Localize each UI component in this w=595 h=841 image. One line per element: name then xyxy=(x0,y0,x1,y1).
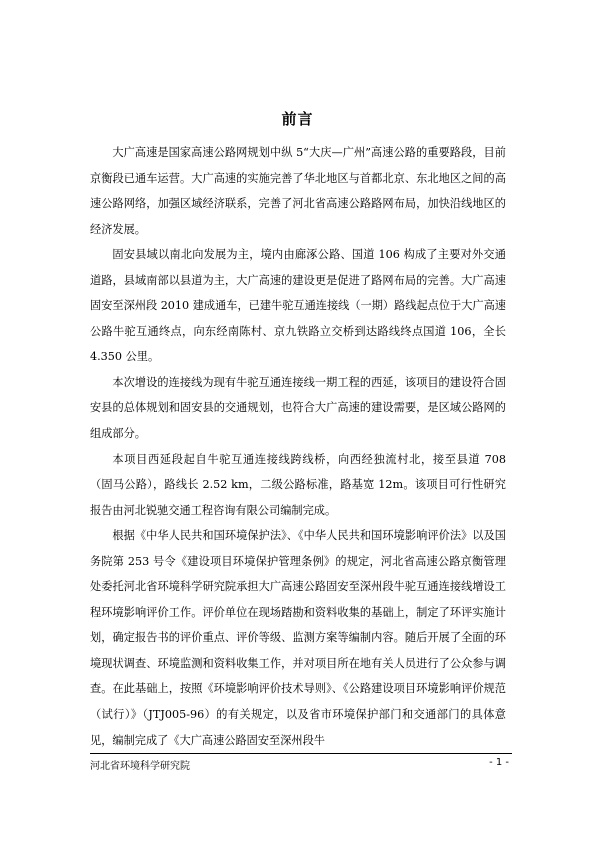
page-title: 前言 xyxy=(281,110,314,128)
paragraph: 大广高速是国家高速公路网规划中纵 5“大庆—广州”高速公路的重要路段，目前京衡段已通车运营。大广高速的实施完善了华北地区与首都北京、东北地区之间的高速公路网络，加强区域经济联系，完善了河北省高速公路路网布局，加快沿线地区的经济发展。 xyxy=(90,146,506,236)
paragraph: 本项目西延段起自牛驼互通连接线跨线桥，向西经独流村北，接至县道 708（固马公路），路线长 2.52 km，二级公路标准，路基宽 12m。该项目可行性研究报告由河北锐驰交通工程咨询有限公司编制完成。 xyxy=(90,452,506,517)
footer-page-number: - 1 - xyxy=(489,757,509,768)
paragraph: 固安县域以南北向发展为主，境内由廊涿公路、国道 106 构成了主要对外交通道路，县域南部以县道为主，大广高速的建设更是促进了路网布局的完善。大广高速固安至深州段 2010 建成通车，已建牛驼互通连接线（一期）路线起点位于大广高速公路牛驼互通终点，向东经南陈村、京九铁路立交桥到达路线终点国道 106，全长 4.350 公里。 xyxy=(90,248,506,364)
body-text xyxy=(90,140,506,753)
footer-divider xyxy=(90,753,512,754)
paragraph: 本次增设的连接线为现有牛驼互通连接线一期工程的西延，该项目的建设符合固安县的总体规划和固安县的交通规划，也符合大广高速的建设需要，是区域公路网的组成部分。 xyxy=(90,375,506,441)
paragraph: 根据《中华人民共和国环境保护法》、《中华人民共和国环境影响评价法》以及国务院第 253 号令《建设项目环境保护管理条例》的规定，河北省高速公路京衡管理处委托河北省环境科学研究院承担大广高速公路固安至深州段牛驼互通连接线增设工程环境影响评价工作。评价单位在现场踏勘和资料收集的基础上，制定了环评实施计划，确定报告书的评价重点、评价等级、监测方案等编制内容。随后开展了全面的环境现状调查、环境监测和资料收集工作，并对项目所在地有关人员进行了公众参与调查。在此基础上，按照《环境影响评价技术导则》、《公路建设项目环境影响评价规范（试行）》（JTJ005-96）的有关规定，以及省市环境保护部门和交通部门的具体意见，编制完成了《大广高速公路固安至深州段牛 xyxy=(90,529,506,747)
footer-organization: 河北省环境科学研究院 xyxy=(90,761,190,772)
